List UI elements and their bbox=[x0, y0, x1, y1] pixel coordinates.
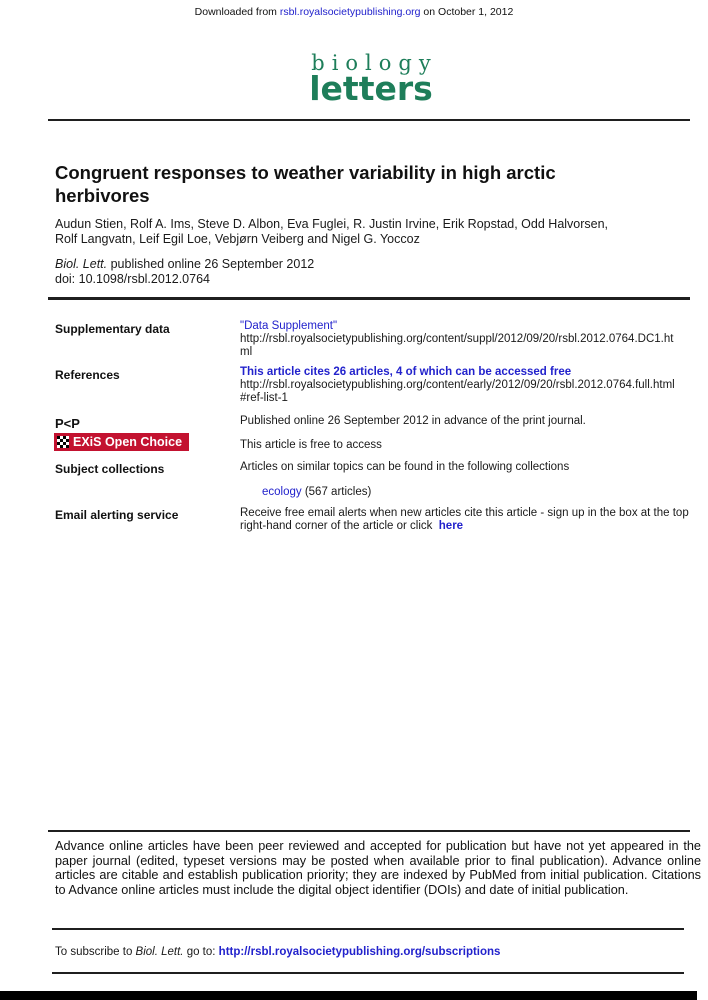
supplementary-url-line1: http://rsbl.royalsocietypublishing.org/content/suppl/2012/09/20/rsbl.2012.0764.DC1.ht bbox=[240, 332, 674, 345]
subject-collections-note: Articles on similar topics can be found in the following collections bbox=[240, 461, 570, 473]
references-url-line1: http://rsbl.royalsocietypublishing.org/content/early/2012/09/20/rsbl.2012.0764.full.html bbox=[240, 378, 675, 391]
advance-publication-note: Published online 26 September 2012 in advance of the print journal. bbox=[240, 415, 586, 427]
subject-collection-entry bbox=[262, 486, 371, 498]
free-access-note: This article is free to access bbox=[240, 439, 382, 451]
p-less-than-p-label: P<P bbox=[55, 416, 80, 431]
subject-collections-label: Subject collections bbox=[55, 462, 165, 476]
supplementary-url-line2: ml bbox=[240, 345, 253, 358]
download-banner bbox=[0, 6, 708, 18]
supplementary-data-label: Supplementary data bbox=[55, 322, 170, 336]
references-label: References bbox=[55, 368, 120, 382]
download-banner-prefix: Downloaded from bbox=[194, 6, 280, 18]
journal-name: Biol. Lett. bbox=[55, 257, 108, 271]
divider-above-subscribe bbox=[52, 928, 684, 930]
divider-below-subscribe bbox=[52, 972, 684, 974]
subscriptions-url-link[interactable]: http://rsbl.royalsocietypublishing.org/subscriptions bbox=[218, 946, 501, 958]
email-alerting-content bbox=[240, 507, 698, 533]
author-list bbox=[55, 217, 700, 247]
article-title bbox=[55, 161, 675, 207]
doi-line: doi: 10.1098/rsbl.2012.0764 bbox=[55, 272, 210, 286]
logo-word-letters: letters bbox=[309, 69, 433, 108]
article-title-line1: Congruent responses to weather variability in high arctic bbox=[55, 162, 556, 183]
subscribe-middle: go to: bbox=[183, 946, 219, 958]
ecology-collection-link[interactable]: ecology bbox=[262, 486, 302, 498]
article-title-line2: herbivores bbox=[55, 185, 150, 206]
subscribe-line bbox=[55, 946, 500, 958]
email-alert-text-line2 bbox=[240, 520, 698, 533]
exis-open-choice-badge[interactable] bbox=[54, 433, 189, 451]
subscribe-prefix: To subscribe to bbox=[55, 946, 136, 958]
advance-online-note: Advance online articles have been peer reviewed and accepted for publication but have not yet appeared in the paper journal (edited, typeset versions may be posted when available prior to final publication). Advance online articles are citable and establish publication priority; they are indexed by PubMed from initial publication. Citations to Advance online articles must include the digital object identifier (DOIs) and date of initial publication. bbox=[55, 839, 701, 897]
cited-articles-link[interactable]: This article cites 26 articles, 4 of which can be accessed free bbox=[240, 366, 572, 378]
biology-letters-logo bbox=[309, 51, 438, 108]
divider-under-logo bbox=[48, 119, 690, 121]
references-content bbox=[240, 366, 698, 404]
data-supplement-link[interactable]: "Data Supplement" bbox=[240, 320, 338, 332]
email-alert-here-link[interactable]: here bbox=[438, 519, 464, 532]
published-date: published online 26 September 2012 bbox=[107, 257, 315, 271]
email-alert-text-line2-text: right-hand corner of the article or click bbox=[240, 519, 433, 532]
ecology-article-count: (567 articles) bbox=[301, 486, 372, 498]
download-banner-link[interactable]: rsbl.royalsocietypublishing.org bbox=[279, 6, 421, 18]
author-list-line2: Rolf Langvatn, Leif Egil Loe, Vebjørn Veiberg and Nigel G. Yoccoz bbox=[55, 232, 420, 246]
exis-open-choice-label: EXiS Open Choice bbox=[73, 435, 183, 449]
download-banner-suffix: on October 1, 2012 bbox=[420, 6, 514, 18]
logo-word-biology: biology bbox=[311, 51, 438, 75]
email-alert-text-line1: Receive free email alerts when new articles cite this article - sign up in the box at the top bbox=[240, 507, 689, 519]
supplementary-data-content bbox=[240, 320, 698, 358]
publication-line bbox=[55, 257, 314, 271]
checkered-flag-icon bbox=[57, 436, 69, 448]
page-bottom-edge bbox=[0, 991, 697, 1000]
references-url-line2: #ref-list-1 bbox=[240, 391, 288, 404]
email-alerting-label: Email alerting service bbox=[55, 508, 179, 522]
divider-under-doi bbox=[48, 297, 690, 300]
divider-above-advance-note bbox=[48, 830, 690, 832]
author-list-line1: Audun Stien, Rolf A. Ims, Steve D. Albon, Eva Fuglei, R. Justin Irvine, Erik Ropstad, Odd Halvorsen, bbox=[55, 217, 609, 231]
subscribe-journal-name: Biol. Lett. bbox=[135, 946, 184, 958]
